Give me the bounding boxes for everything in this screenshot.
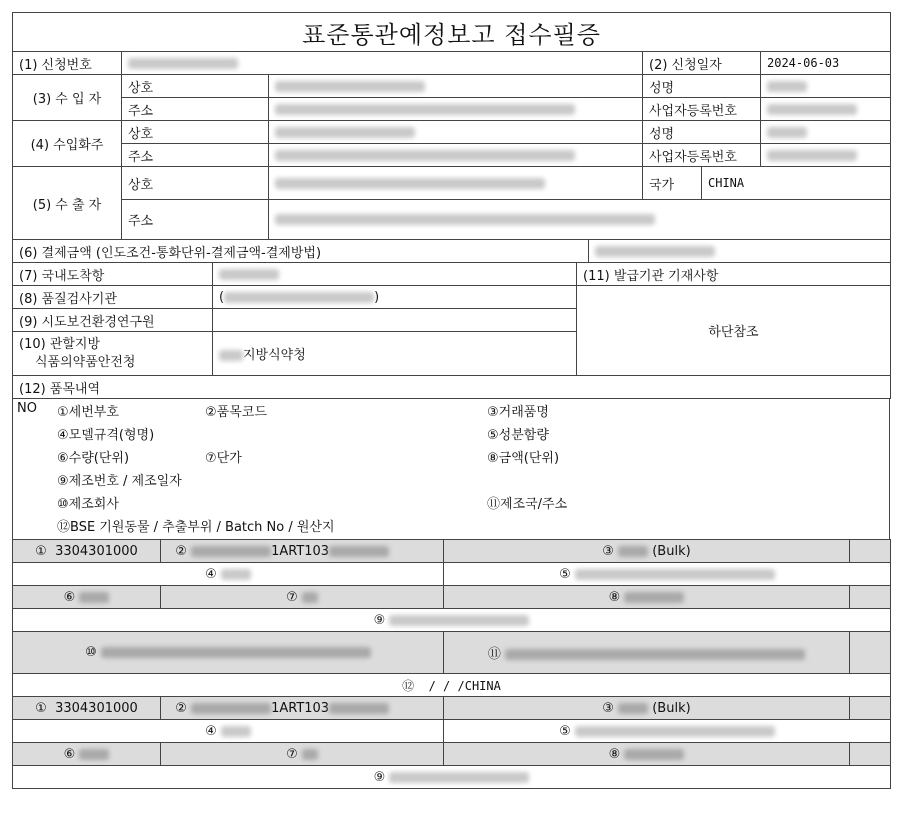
arrival-port-value [213, 263, 577, 286]
item-unit-price: ⑦ [161, 586, 444, 609]
consignee-addr-label: 주소 [122, 144, 269, 167]
importer-biz-value [761, 98, 891, 121]
payment-label: (6) 결제금액 (인도조건-통화단위-결제금액-결제방법) [13, 240, 589, 263]
field-10: ⑩제조회사 [57, 497, 119, 512]
items-field-legend [12, 399, 890, 539]
field-7: ⑦단가 [205, 451, 242, 466]
field-9: ⑨제조번호 / 제조일자 [57, 474, 182, 489]
application-date-value: 2024-06-03 [761, 52, 891, 75]
importer-addr-value [269, 98, 643, 121]
item-lot: ⑨ [13, 766, 891, 789]
field-4: ④모델규격(형명) [57, 428, 155, 443]
importer-rep-label: 성명 [643, 75, 761, 98]
item-1-row-e [13, 632, 891, 674]
item-2-row-d [13, 766, 891, 789]
item-hs-code: ① 3304301000 [13, 697, 161, 720]
exporter-addr-value [269, 200, 891, 240]
item-model: ④ [13, 563, 444, 586]
item-manufacturer: ⑩ [13, 632, 444, 674]
consignee-rep-value [761, 121, 891, 144]
office-label-line2: 식품의약품안전청 [35, 354, 136, 370]
item-unit-price: ⑦ [161, 743, 444, 766]
field-1: ①세번부호 [57, 405, 119, 420]
item-content: ⑤ [444, 720, 891, 743]
exporter-country-label: 국가 [643, 167, 702, 200]
payment-value [589, 240, 891, 263]
item-quantity: ⑥ [13, 586, 161, 609]
item-model: ④ [13, 720, 444, 743]
paren-open: ( [219, 289, 225, 305]
consignee-biz-label: 사업자등록번호 [643, 144, 761, 167]
item-2-row-a [13, 697, 891, 720]
item-content: ⑤ [444, 563, 891, 586]
document-title: 표준통관예정보고 접수필증 [13, 13, 891, 52]
office-label-line1: (10) 관할지방 [19, 336, 101, 352]
office-label [13, 332, 213, 376]
item-amount: ⑧ [444, 743, 850, 766]
items-header-label: (12) 품목내역 [13, 376, 891, 399]
item-code: ② 1ART103 [161, 540, 444, 563]
item-blank [850, 540, 891, 563]
item-code: ② 1ART103 [161, 697, 444, 720]
application-no-label: (1) 신청번호 [13, 52, 122, 75]
arrival-port-label: (7) 국내도착항 [13, 263, 213, 286]
item-amount: ⑧ [444, 586, 850, 609]
items-table [12, 539, 891, 789]
item-1-row-c [13, 586, 891, 609]
field-3: ③거래품명 [487, 405, 549, 420]
exporter-name-label: 상호 [122, 167, 269, 200]
item-2-row-c [13, 743, 891, 766]
importer-rep-value [761, 75, 891, 98]
field-12: ⑫BSE 기원동물 / 추출부위 / Batch No / 원산지 [57, 520, 335, 535]
exporter-label: (5) 수 출 자 [13, 167, 122, 240]
header-table [12, 12, 891, 263]
importer-label: (3) 수 입 자 [13, 75, 122, 121]
customs-receipt-document [12, 12, 890, 789]
field-11: ⑪제조국/주소 [487, 497, 568, 512]
consignee-label: (4) 수입화주 [13, 121, 122, 167]
item-1-row-f [13, 674, 891, 697]
importer-addr-label: 주소 [122, 98, 269, 121]
consignee-name-value [269, 121, 643, 144]
consignee-rep-label: 성명 [643, 121, 761, 144]
item-1-row-d [13, 609, 891, 632]
item-1-row-b [13, 563, 891, 586]
field-2: ②품목코드 [205, 405, 267, 420]
item-quantity: ⑥ [13, 743, 161, 766]
item-lot: ⑨ [13, 609, 891, 632]
importer-name-label: 상호 [122, 75, 269, 98]
inspection-label: (8) 품질검사기관 [13, 286, 213, 309]
item-1-row-a [13, 540, 891, 563]
field-5: ⑤성분함량 [487, 428, 549, 443]
consignee-name-label: 상호 [122, 121, 269, 144]
middle-table [12, 262, 891, 399]
item-blank [850, 743, 891, 766]
field-8: ⑧금액(단위) [487, 451, 560, 466]
item-hs-code: ① 3304301000 [13, 540, 161, 563]
inspection-value [213, 286, 577, 309]
consignee-addr-value [269, 144, 643, 167]
office-value [213, 332, 577, 376]
importer-name-value [269, 75, 643, 98]
application-no-value [122, 52, 643, 75]
item-name: ③ (Bulk) [444, 540, 850, 563]
paren-close: ) [374, 289, 380, 305]
application-date-label: (2) 신청일자 [643, 52, 761, 75]
issuer-notes-value: 하단참조 [577, 286, 891, 376]
institute-value [213, 309, 577, 332]
item-name: ③ (Bulk) [444, 697, 850, 720]
consignee-biz-value [761, 144, 891, 167]
item-blank [850, 586, 891, 609]
item-bse: ⑫ / / /CHINA [13, 674, 891, 697]
item-2-row-b [13, 720, 891, 743]
exporter-addr-label: 주소 [122, 200, 269, 240]
importer-biz-label: 사업자등록번호 [643, 98, 761, 121]
field-6: ⑥수량(단위) [57, 451, 130, 466]
item-blank [850, 697, 891, 720]
no-label: NO [17, 401, 37, 416]
item-origin: ⑪ [444, 632, 850, 674]
office-value-text: 지방식약청 [243, 348, 306, 363]
exporter-name-value [269, 167, 643, 200]
institute-label: (9) 시도보건환경연구원 [13, 309, 213, 332]
issuer-notes-label: (11) 발급기관 기재사항 [577, 263, 891, 286]
exporter-country-value: CHINA [702, 167, 891, 200]
item-blank [850, 632, 891, 674]
